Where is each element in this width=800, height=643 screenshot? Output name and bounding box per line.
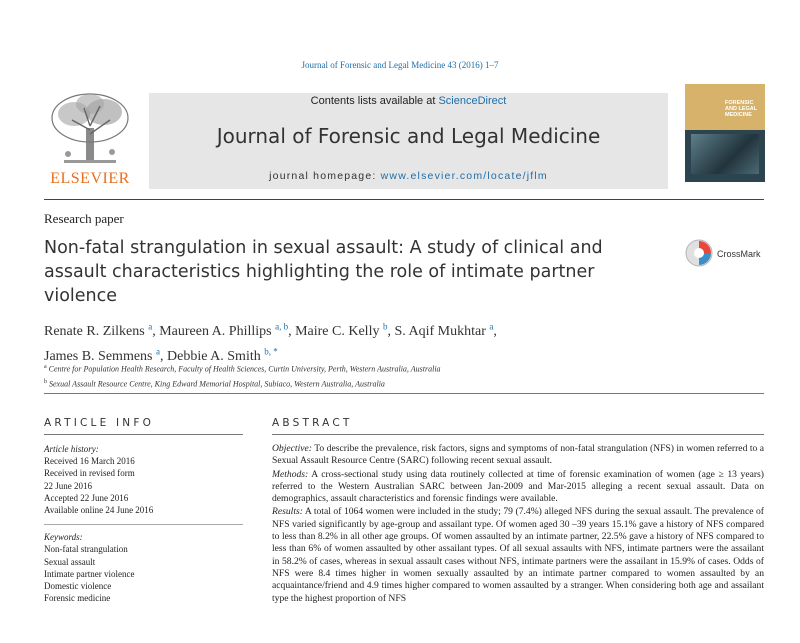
abstract-objective: Objective: To describe the prevalence, risk factors, signs and symptoms of non-fatal strangulation (NFS) in women referred to a Sexual Assault Resource Centre (SARC) following recent sexual assault. xyxy=(272,443,764,467)
history-item: Available online 24 June 2016 xyxy=(44,505,154,516)
crossmark-badge[interactable] xyxy=(685,236,767,272)
affiliation-b: $^b$ Sexual Assault Resource Centre, King Edward Memorial Hospital, Subiaco, Western Australia, Australia xyxy=(44,378,385,389)
author[interactable]: Maire C. Kelly $^b$, xyxy=(295,321,395,339)
article-info-heading: ARTICLE INFO xyxy=(44,417,155,429)
author[interactable]: Debbie A. Smith $^{b, *}$ xyxy=(167,346,278,365)
homepage-link[interactable]: www.elsevier.com/locate/jflm xyxy=(380,170,548,182)
contents-prefix: Contents lists available at xyxy=(310,95,439,107)
affiliation-a: $^a$ Centre for Population Health Research, Faculty of Health Sciences, Curtin University, Perth, Western Australia, Australia xyxy=(44,364,441,374)
history-item: Accepted 22 June 2016 xyxy=(44,492,129,503)
author-affiliation-sup[interactable]: a, b xyxy=(275,321,289,331)
tree-icon xyxy=(44,90,136,168)
keywords-label: Keywords: xyxy=(44,532,83,543)
journal-title: Journal of Forensic and Legal Medicine xyxy=(216,124,601,148)
keyword: Intimate partner violence xyxy=(44,568,135,579)
crossmark-label: CrossMark xyxy=(717,249,761,259)
keyword: Domestic violence xyxy=(44,581,112,592)
contents-available-line xyxy=(149,95,668,107)
cover-photo xyxy=(691,134,759,174)
header-rule xyxy=(44,199,764,200)
article-info-panel xyxy=(44,443,243,604)
abstract-heading: ABSTRACT xyxy=(272,417,353,429)
crossmark-icon xyxy=(685,236,713,270)
author-affiliation-sup[interactable]: b, * xyxy=(264,346,278,357)
keyword: Sexual assault xyxy=(44,556,96,567)
sciencedirect-link[interactable]: ScienceDirect xyxy=(438,95,507,107)
author[interactable]: S. Aqif Mukhtar $^a$, xyxy=(394,321,497,339)
author[interactable]: Renate R. Zilkens $^a$, xyxy=(44,321,160,339)
author-affiliation-sup[interactable]: a xyxy=(156,346,160,357)
history-item: Received 16 March 2016 xyxy=(44,456,135,467)
journal-homepage-line xyxy=(149,170,668,182)
author-list xyxy=(44,316,744,367)
abstract-body xyxy=(272,443,764,606)
article-info-rule xyxy=(44,434,243,435)
author[interactable]: Maureen A. Phillips $^{a, b}$, xyxy=(159,321,296,339)
abstract-rule xyxy=(272,434,764,435)
article-title: Non-fatal strangulation in sexual assault: A study of clinical and assault characteristics highlighting the role of intimate partner violence xyxy=(44,238,603,306)
abstract-results: Results: A total of 1064 women were included in the study; 79 (7.4%) alleged NFS during the sexual assault. The prevalence of NFS varied significantly by age-group and assailant type. Of women aged 30 –39 years 15.1% gave a history of NFS compared to less than 8.2% in all other age groups. Of women assaulted by an intimate partner, 22.5% gave a history of NFS compared to less than 6% of women assaulted by other assailant types. Of all sexual assaults with NFS, intimate partners were the assailant in 58.2% of cases, whereas in sexual assault cases without NFS, intimate partners were the assailant in 15.9% of cases. Odds of NFS were 8.4 times higher in women sexually assaulted by an intimate partner compared to women assaulted by an acquaintance/friend and 4.9 times higher compared to women assaulted by a stranger. When considering both age and assailant type the highest proportion of NFS xyxy=(272,506,764,604)
affiliations xyxy=(44,361,764,390)
keyword: Forensic medicine xyxy=(44,593,111,604)
history-item: 22 June 2016 xyxy=(44,480,92,491)
abstract-methods: Methods: A cross-sectional study using data routinely collected at time of forensic examination of women (age ≥ 13 years) referred to the Western Australian SARC between Jan-2009 and Mar-2015 alleging a recent sexual assault. Data on demographics, assault characteristics and forensic findings were available. xyxy=(272,468,764,505)
publisher-wordmark: ELSEVIER xyxy=(50,170,130,187)
history-label: Article history: xyxy=(44,444,99,454)
section-rule xyxy=(44,393,764,394)
journal-cover-thumbnail[interactable] xyxy=(685,84,765,182)
author-affiliation-sup[interactable]: a xyxy=(148,321,153,331)
author-affiliation-sup[interactable]: a xyxy=(489,321,494,331)
keyword: Non-fatal strangulation xyxy=(44,544,128,555)
journal-citation[interactable]: Journal of Forensic and Legal Medicine 43 (2016) 1–7 xyxy=(301,60,499,70)
homepage-prefix: journal homepage: xyxy=(269,170,381,182)
author-affiliation-sup[interactable]: b xyxy=(382,321,388,331)
history-item: Received in revised form xyxy=(44,468,135,479)
cover-title: FORENSIC AND LEGAL MEDICINE xyxy=(725,100,757,118)
author[interactable]: James B. Semmens $^a$, xyxy=(44,346,167,365)
article-type: Research paper xyxy=(44,211,124,226)
info-divider xyxy=(44,524,243,525)
